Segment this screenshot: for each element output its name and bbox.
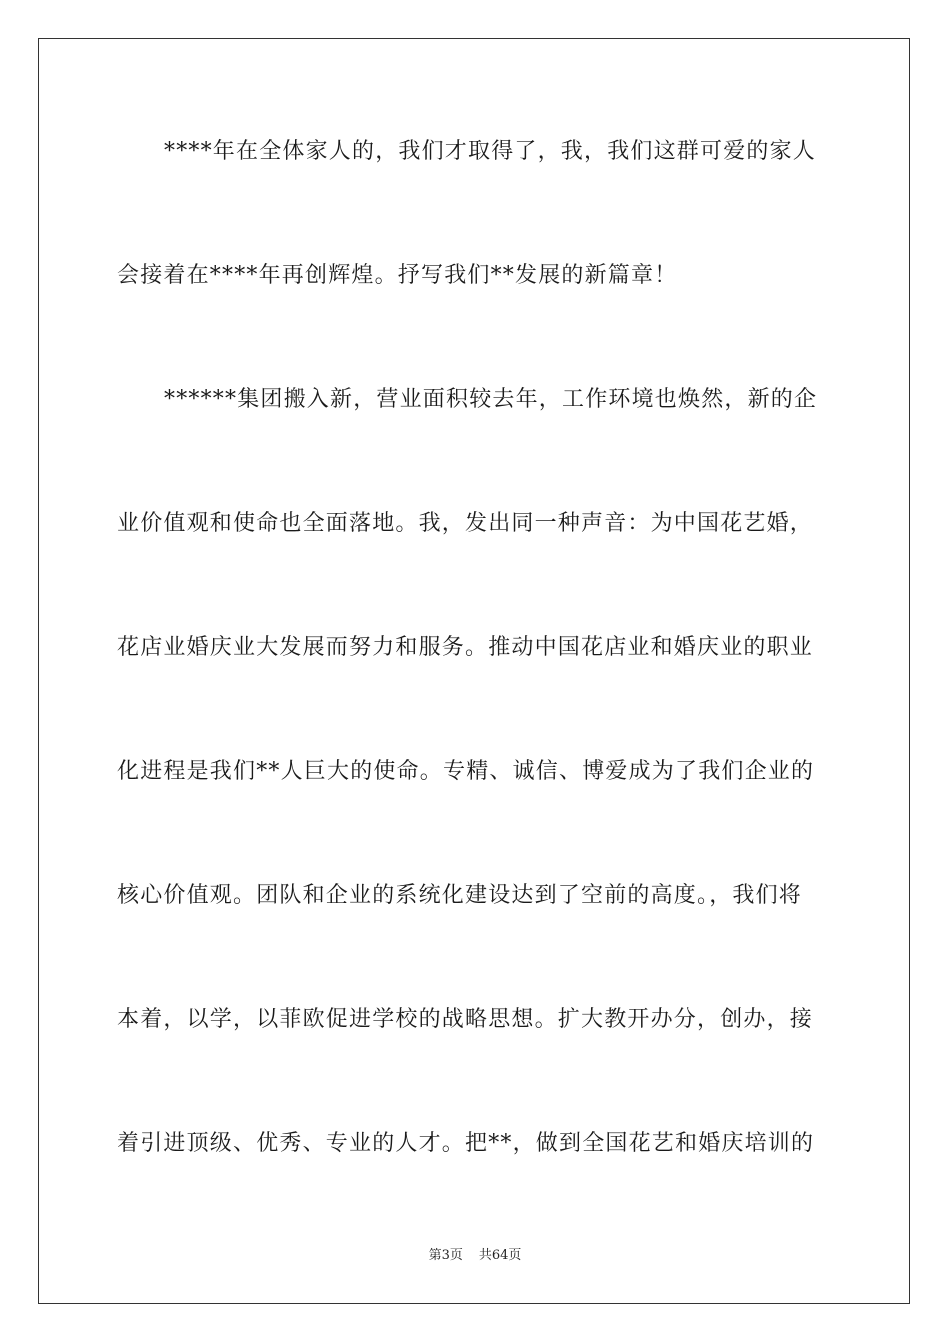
paragraph-line: ****年在全体家人的，我们才取得了，我，我们这群可爱的家人 [164, 139, 817, 164]
paragraph-line: 化进程是我们**人巨大的使命。专精、诚信、博爱成为了我们企业的 [117, 759, 815, 784]
page-number: 第3页 [428, 1248, 463, 1263]
page-footer [0, 1247, 950, 1265]
paragraph-line: 花店业婚庆业大发展而努力和服务。推动中国花店业和婚庆业的职业 [117, 635, 814, 660]
page-border [38, 38, 910, 1304]
paragraph-line: 着引进顶级、优秀、专业的人才。把**，做到全国花艺和婚庆培训的 [117, 1131, 815, 1156]
paragraph-line: 核心价值观。团队和企业的系统化建设达到了空前的高度。，我们将 [117, 883, 803, 908]
paragraph-line: 会接着在****年再创辉煌。抒写我们**发展的新篇章！ [117, 263, 678, 288]
paragraph-line: 业价值观和使命也全面落地。我，发出同一种声音：为中国花艺婚， [117, 511, 814, 536]
paragraph-line: ******集团搬入新，营业面积较去年，工作环境也焕然，新的企 [164, 387, 818, 412]
total-pages: 共64页 [478, 1248, 522, 1263]
paragraph-line: 本着，以学，以菲欧促进学校的战略思想。扩大教开办分，创办，接 [117, 1007, 814, 1032]
